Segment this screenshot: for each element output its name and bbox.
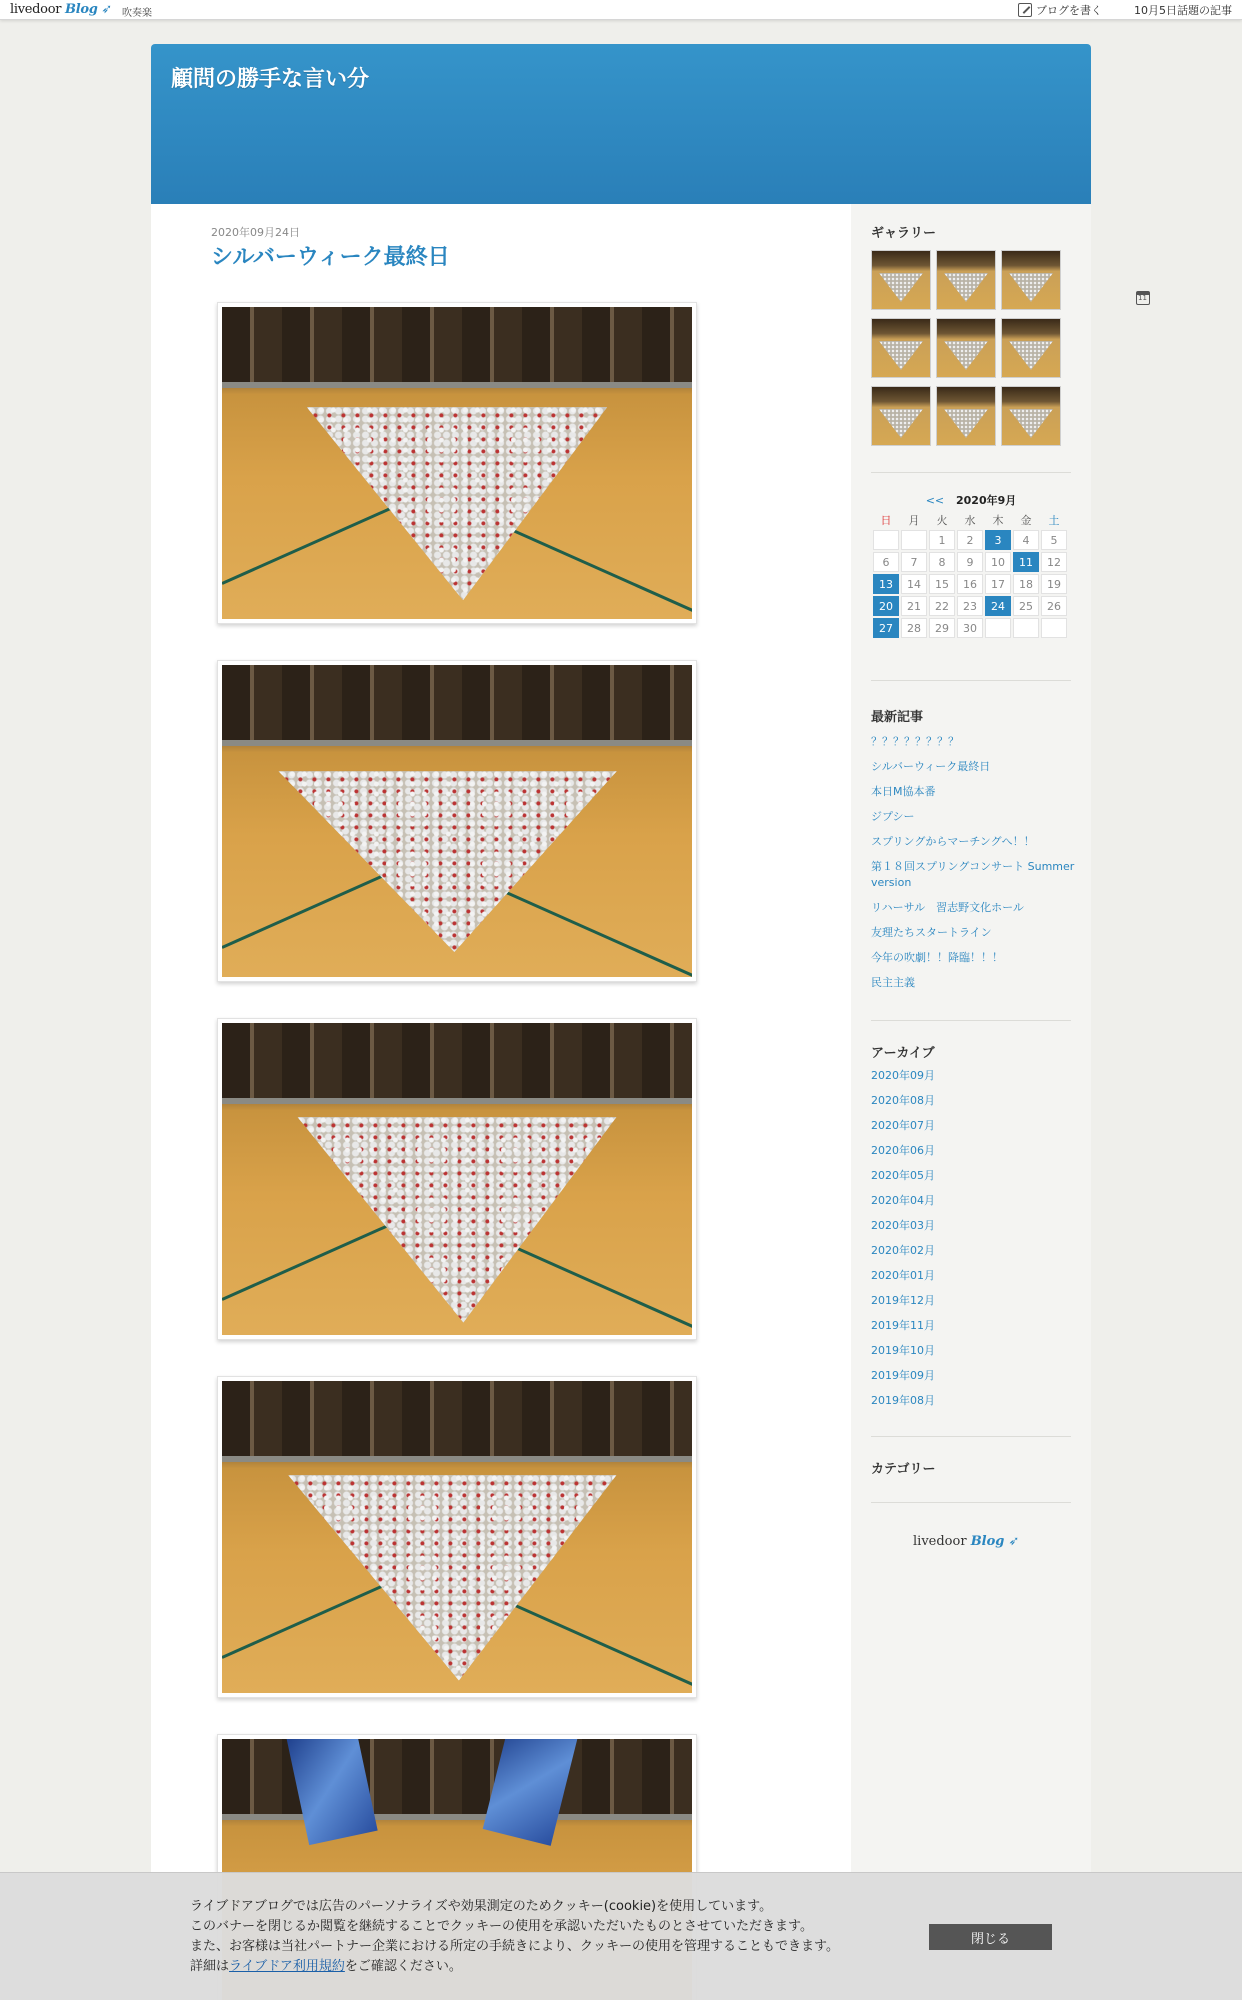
- calendar-empty-cell: [901, 530, 927, 550]
- archive-month-link[interactable]: 2019年11月: [871, 1319, 935, 1332]
- calendar-day: 9: [957, 552, 983, 572]
- recent-post-link[interactable]: リハーサル 習志野文化ホール: [871, 901, 1024, 914]
- footer-logo-text: livedoor: [913, 1534, 967, 1549]
- logo-text: livedoor: [10, 2, 62, 17]
- archive-month-link[interactable]: 2020年04月: [871, 1194, 935, 1207]
- recent-post-link[interactable]: 本日M協本番: [871, 785, 936, 798]
- wing-icon: ➶: [101, 2, 112, 17]
- gallery-thumb[interactable]: [1001, 386, 1061, 446]
- calendar-weekday: 土: [1048, 514, 1060, 527]
- post-photo-3[interactable]: [217, 1018, 697, 1340]
- calendar-empty-cell: [1013, 618, 1039, 638]
- cookie-line-4-post: をご確認ください。: [344, 1959, 462, 1974]
- calendar-empty-cell: [873, 530, 899, 550]
- calendar-day[interactable]: 27: [873, 618, 899, 638]
- divider: [871, 472, 1071, 473]
- archive-month-link[interactable]: 2019年10月: [871, 1344, 935, 1357]
- archive-month-link[interactable]: 2020年01月: [871, 1269, 935, 1282]
- calendar-day: 6: [873, 552, 899, 572]
- calendar-day: 2: [957, 530, 983, 550]
- cookie-close-button[interactable]: 閉じる: [929, 1924, 1052, 1950]
- recent-post-link[interactable]: 友理たちスタートライン: [871, 926, 992, 939]
- calendar-day[interactable]: 11: [1013, 552, 1039, 572]
- calendar-day: 1: [929, 530, 955, 550]
- recent-posts-heading: 最新記事: [871, 710, 924, 725]
- gallery-grid: [871, 250, 1071, 446]
- logo-blog: Blog: [65, 2, 98, 17]
- archive-month-link[interactable]: 2020年07月: [871, 1119, 935, 1132]
- top-bar: [0, 0, 1242, 20]
- calendar-prev-link[interactable]: <<: [925, 494, 945, 507]
- divider: [871, 1020, 1071, 1021]
- footer-logo-blog: Blog: [970, 1534, 1005, 1549]
- gallery-thumb[interactable]: [936, 386, 996, 446]
- gallery-thumb[interactable]: [936, 318, 996, 378]
- archive-month-link[interactable]: 2020年09月: [871, 1069, 935, 1082]
- post-photo-1[interactable]: [217, 302, 697, 624]
- cookie-text: [190, 1897, 910, 1977]
- cookie-line-3: また、お客様は当社パートナー企業における所定の手続きにより、クッキーの使用を管理することもできます。: [190, 1939, 839, 1954]
- calendar-day: 15: [929, 574, 955, 594]
- calendar-day: 18: [1013, 574, 1039, 594]
- blog-category-link[interactable]: 吹奏楽: [122, 8, 152, 19]
- calendar-day: 4: [1013, 530, 1039, 550]
- cookie-line-1: ライブドアブログでは広告のパーソナライズや効果測定のためクッキー(cookie)を使用しています。: [190, 1899, 773, 1914]
- gallery-thumb[interactable]: [1001, 318, 1061, 378]
- category-heading: カテゴリー: [871, 1462, 936, 1477]
- calendar-day[interactable]: 24: [985, 596, 1011, 616]
- gym-formation-image: [222, 665, 692, 977]
- pencil-icon: [1018, 3, 1032, 17]
- calendar-empty-cell: [1041, 618, 1067, 638]
- wing-icon: ➶: [1008, 1534, 1020, 1549]
- calendar-day: 14: [901, 574, 927, 594]
- recent-post-link[interactable]: ？？？？？？？？: [871, 735, 959, 748]
- calendar-day: 29: [929, 618, 955, 638]
- gallery-thumb[interactable]: [871, 318, 931, 378]
- calendar-table: [871, 510, 1069, 640]
- gym-formation-image: [222, 307, 692, 619]
- blog-header: [151, 44, 1091, 204]
- calendar-day: 19: [1041, 574, 1067, 594]
- calendar-icon: [1136, 291, 1150, 305]
- calendar-day: 22: [929, 596, 955, 616]
- calendar-day: 5: [1041, 530, 1067, 550]
- terms-link[interactable]: ライブドア利用規約: [229, 1959, 345, 1974]
- recent-post-link[interactable]: 今年の吹劇！！降臨！！！: [871, 951, 1003, 964]
- calendar-day[interactable]: 3: [985, 530, 1011, 550]
- gallery-thumb[interactable]: [1001, 250, 1061, 310]
- calendar-day: 23: [957, 596, 983, 616]
- archive-month-link[interactable]: 2019年08月: [871, 1394, 935, 1407]
- main-content: [151, 204, 851, 2000]
- archive-month-link[interactable]: 2020年05月: [871, 1169, 935, 1182]
- calendar-weekday: 木: [992, 514, 1004, 527]
- recent-posts-list: [871, 734, 1081, 1000]
- calendar-empty-cell: [985, 618, 1011, 638]
- archive-month-link[interactable]: 2020年03月: [871, 1219, 935, 1232]
- sidebar: [851, 204, 1091, 2000]
- recent-post-link[interactable]: スプリングからマーチングへ！！: [871, 835, 1035, 848]
- gallery-thumb[interactable]: [871, 386, 931, 446]
- calendar-day[interactable]: 13: [873, 574, 899, 594]
- cookie-line-4: [190, 1957, 910, 1977]
- post-photo-4[interactable]: [217, 1376, 697, 1698]
- gallery-thumb[interactable]: [936, 250, 996, 310]
- archive-month-link[interactable]: 2019年09月: [871, 1369, 935, 1382]
- calendar-weekday: 金: [1020, 514, 1032, 527]
- topic-articles-label: 10月5日話題の記事: [1134, 4, 1232, 17]
- calendar: [871, 492, 1071, 640]
- calendar-weekday: 水: [964, 514, 976, 527]
- calendar-day: 30: [957, 618, 983, 638]
- archive-heading: アーカイブ: [871, 1046, 935, 1061]
- gym-formation-image: [222, 1023, 692, 1335]
- write-blog-link[interactable]: [1018, 2, 1102, 18]
- calendar-day: 21: [901, 596, 927, 616]
- calendar-weekday: 火: [936, 514, 948, 527]
- calendar-day: 25: [1013, 596, 1039, 616]
- gallery-heading: ギャラリー: [871, 226, 937, 241]
- post-photo-2[interactable]: [217, 660, 697, 982]
- recent-post-link[interactable]: ジプシー: [871, 810, 915, 823]
- post-date: 2020年09月24日: [211, 226, 300, 239]
- write-blog-label: ブログを書く: [1036, 4, 1102, 17]
- gym-formation-image: [222, 1381, 692, 1693]
- cookie-line-2: このバナーを閉じるか閲覧を継続することでクッキーの使用を承認いただいたものとさせていただきます。: [190, 1919, 813, 1934]
- cookie-line-4-pre: 詳細は: [190, 1959, 230, 1974]
- calendar-day: 16: [957, 574, 983, 594]
- gallery-thumb[interactable]: [871, 250, 931, 310]
- calendar-day: 8: [929, 552, 955, 572]
- recent-post-link[interactable]: シルバーウィーク最終日: [871, 760, 991, 773]
- top-bar-actions: [1018, 2, 1232, 18]
- archive-month-link[interactable]: 2019年12月: [871, 1294, 935, 1307]
- archive-list: [871, 1068, 1081, 1418]
- calendar-day: 17: [985, 574, 1011, 594]
- archive-month-link[interactable]: 2020年06月: [871, 1144, 935, 1157]
- calendar-day: 10: [985, 552, 1011, 572]
- calendar-day: 12: [1041, 552, 1067, 572]
- calendar-day: 28: [901, 618, 927, 638]
- footer-livedoor-logo[interactable]: [913, 1534, 1019, 1549]
- cookie-banner: [0, 1872, 1242, 2000]
- blog-title[interactable]: 顧問の勝手な言い分: [171, 67, 370, 92]
- divider: [871, 1502, 1071, 1503]
- calendar-day: 26: [1041, 596, 1067, 616]
- topic-articles-link[interactable]: [1116, 2, 1232, 18]
- archive-month-link[interactable]: 2020年08月: [871, 1094, 935, 1107]
- divider: [871, 680, 1071, 681]
- post-title[interactable]: シルバーウィーク最終日: [211, 245, 450, 270]
- recent-post-link[interactable]: 第１８回スプリングコンサート Summer version: [871, 860, 1075, 889]
- calendar-day: 7: [901, 552, 927, 572]
- divider: [871, 1436, 1071, 1437]
- calendar-month: 2020年9月: [956, 494, 1017, 507]
- calendar-weekday: 月: [908, 514, 920, 527]
- calendar-weekday: 日: [880, 514, 892, 527]
- archive-month-link[interactable]: 2020年02月: [871, 1244, 935, 1257]
- calendar-day[interactable]: 20: [873, 596, 899, 616]
- livedoor-logo[interactable]: [10, 2, 112, 17]
- recent-post-link[interactable]: 民主主義: [871, 976, 915, 989]
- calendar-header: [871, 492, 1071, 510]
